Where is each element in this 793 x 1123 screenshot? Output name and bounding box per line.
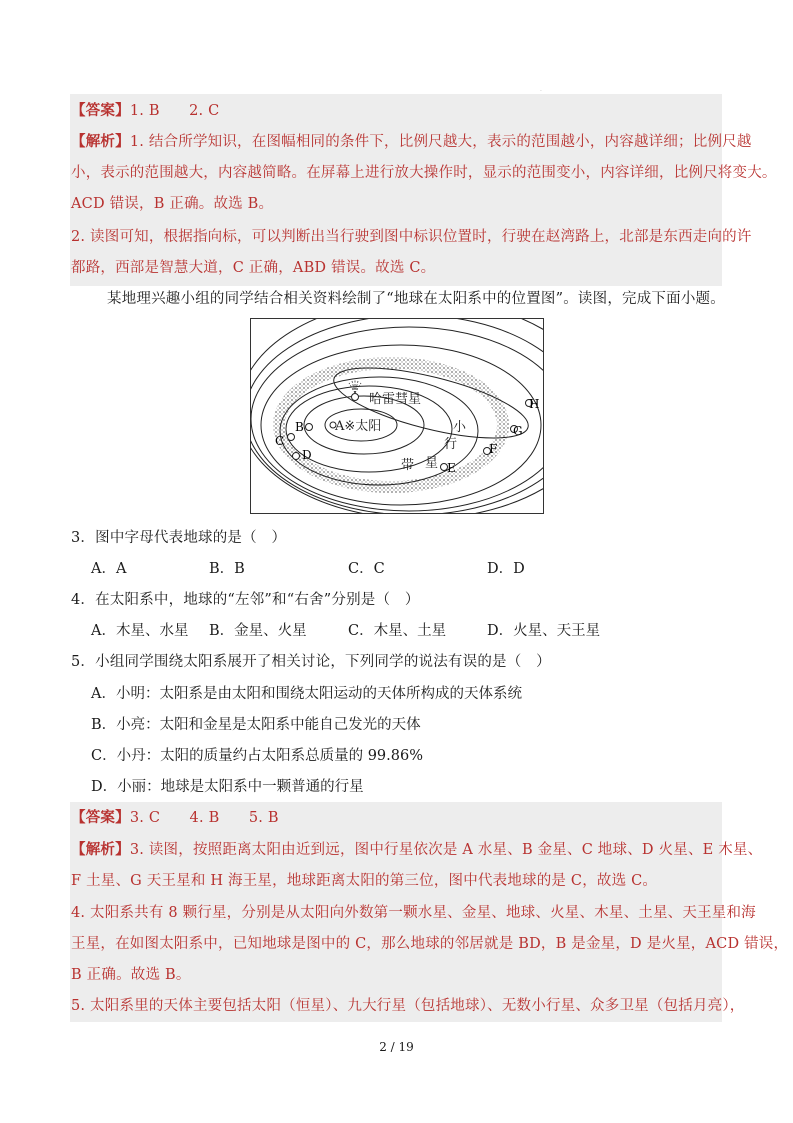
analysis-text: 都路，西部是智慧大道，C 正确，ABD 错误。故选 C。 [71, 260, 436, 276]
sun-label: A※太阳 [335, 419, 382, 434]
analysis-text: 小，表示的范围越大，内容越简略。在屏幕上进行放大操作时，显示的范围变小，内容详细，比例尺将变大。 [71, 165, 777, 181]
analysis-text: 2. 读图可知，根据指向标，可以判断出当行驶到图中标识位置时，行驶在赵湾路上，北部是东西走向的许 [71, 229, 752, 245]
planet-label: B [295, 420, 304, 434]
solar-system-diagram [251, 319, 543, 513]
question-3-option: C．C [348, 561, 385, 577]
analysis-text: ACD 错误，B 正确。故选 B。 [71, 196, 274, 212]
planet-label: C [275, 434, 285, 448]
asteroid-belt [279, 363, 503, 487]
analysis-text: F 土星、G 天王星和 H 海王星，地球距离太阳的第三位，图中代表地球的是 C，故选 C。 [71, 873, 658, 889]
answer-text: 1. B 2. C [129, 103, 220, 119]
question-4-option: B．金星、火星 [209, 623, 307, 639]
solar-system-figure [250, 318, 544, 514]
belt-label: 星 [425, 456, 439, 471]
planet-label: E [447, 461, 456, 475]
planet-label: F [489, 442, 498, 456]
scan-dot: · [540, 88, 542, 95]
answer-line-1 [71, 101, 731, 121]
planet-C [288, 434, 295, 441]
analysis-text: 王星，在如图太阳系中，已知地球是图中的 C，那么地球的邻居就是 BD，B 是金星，D 是火星，ACD 错误， [71, 936, 789, 952]
planet-B [306, 424, 313, 431]
question-4-option: D．火星、天王星 [487, 623, 601, 639]
comet-marker [352, 394, 359, 401]
answer-text: 3. C 4. B 5. B [129, 810, 279, 826]
planet-label: D [302, 448, 312, 462]
question-5-stem: 5．小组同学围绕太阳系展开了相关讨论，下列同学的说法有误的是（ ） [71, 654, 551, 670]
question-intro: 某地理兴趣小组的同学结合相关资料绘制了“地球在太阳系中的位置图”。读图，完成下面小题。 [107, 291, 725, 307]
answer-tag: 【答案】 [71, 809, 130, 826]
belt-label: 带 [401, 458, 415, 473]
belt-label: 小 [453, 420, 467, 435]
comet-label: 哈雷彗星 [369, 392, 422, 407]
analysis-text: 1. 结合所学知识，在图幅相同的条件下，比例尺越大，表示的范围越小，内容越详细；比例尺越 [129, 134, 752, 150]
analysis-text: B 正确。故选 B。 [71, 967, 191, 983]
analysis-line [71, 840, 763, 860]
question-3-option: B．B [209, 561, 245, 577]
planet-label: H [529, 397, 540, 411]
question-3-stem: 3．图中字母代表地球的是（ ） [71, 530, 287, 546]
planet-D [293, 453, 300, 460]
question-5-option: C．小丹：太阳的质量约占太阳系总质量的 99.86% [91, 748, 423, 764]
analysis-text: 3. 读图，按照距离太阳由近到远，图中行星依次是 A 水星、B 金星、C 地球、D 火星、E 木星、 [129, 842, 763, 858]
answer-tag: 【答案】 [71, 102, 130, 119]
question-4-option: C．木星、土星 [348, 623, 447, 639]
planet-label: G [513, 424, 523, 438]
question-3-option: A．A [91, 561, 127, 577]
question-3-option: D．D [487, 561, 525, 577]
question-4-stem: 4．在太阳系中，地球的“左邻”和“右舍”分别是（ ） [71, 592, 420, 608]
answer-line-2 [71, 808, 731, 828]
analysis-tag: 【解析】 [71, 841, 130, 858]
question-5-option: D．小丽：地球是太阳系中一颗普通的行星 [91, 779, 364, 795]
analysis-text: 4. 太阳系共有 8 颗行星，分别是从太阳向外数第一颗水星、金星、地球、火星、木星、土星、天王星和海 [71, 905, 756, 921]
question-4-option: A．木星、水星 [91, 623, 189, 639]
question-5-option: A．小明：太阳系是由太阳和围绕太阳运动的天体所构成的天体系统 [91, 686, 522, 702]
analysis-tag: 【解析】 [71, 133, 130, 150]
question-5-option: B．小亮：太阳和金星是太阳系中能自己发光的天体 [91, 717, 421, 733]
analysis-text: 5. 太阳系里的天体主要包括太阳（恒星）、九大行星（包括地球）、无数小行星、众多卫星（包括月亮）， [71, 998, 745, 1014]
page-number: 2 / 19 [379, 1040, 414, 1054]
analysis-line [71, 132, 752, 152]
belt-label: 行 [444, 437, 458, 452]
